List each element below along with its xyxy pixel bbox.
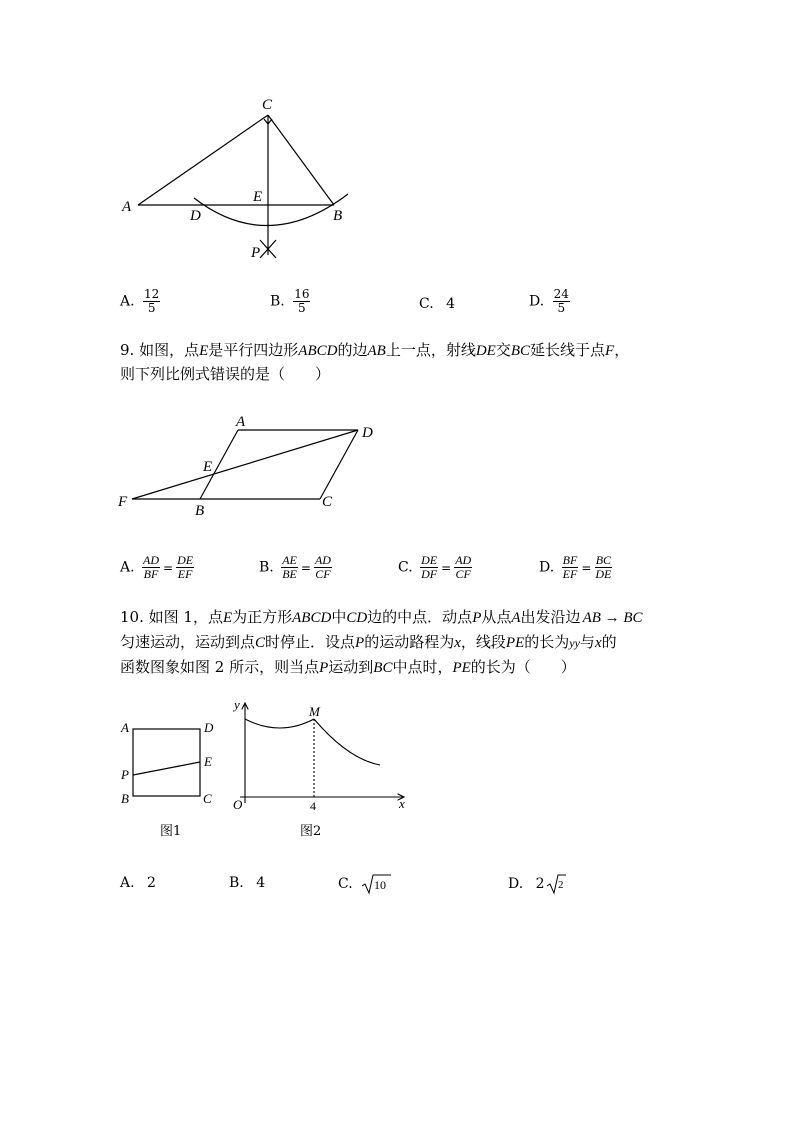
q10-option-c[interactable] (338, 873, 391, 895)
proportion: $\frac{AD}{BF}$ = $\frac{DE}{EF}$ (143, 553, 194, 581)
svg-text:10: 10 (374, 878, 387, 892)
square-root (546, 873, 566, 895)
option-letter: B. (259, 559, 274, 576)
label-m: M (309, 704, 320, 719)
q9-option-d[interactable] (539, 554, 612, 581)
segment-df (132, 430, 358, 499)
proportion: $\frac{AE}{BE}$ = $\frac{AD}{CF}$ (282, 553, 331, 581)
label-b: B (121, 791, 129, 806)
segment-cb (268, 115, 334, 205)
tick-4: 4 (310, 799, 316, 813)
label-e: E (204, 754, 212, 769)
segment-ac (138, 115, 268, 205)
label-c: C (262, 97, 273, 113)
figure-2-caption: 图2 (300, 824, 322, 839)
q10-text-line2: 匀速运动，运动到点C时停止．设点P的运动路程为x，线段PE的长为yy与x的 (120, 633, 617, 651)
option-letter: D. (508, 876, 524, 892)
svg-text:2: 2 (557, 879, 564, 891)
fraction: $\frac{16}{5}$ (294, 287, 310, 315)
option-letter: B. (229, 875, 244, 891)
label-e: E (203, 459, 213, 475)
fraction: $\frac{24}{5}$ (553, 287, 569, 315)
label-p: P (251, 245, 261, 261)
q10-text-line1: 10. 如图 1，点E为正方形ABCD中CD边的中点．动点P从点A出发沿边 AB → BC (120, 608, 643, 626)
fraction: $\frac{12}{5}$ (144, 287, 160, 315)
q10-option-a[interactable] (120, 873, 156, 893)
graph-curve-2 (314, 719, 380, 765)
label-d: D (204, 720, 214, 735)
figure-q10-square (115, 715, 225, 815)
q9-text-line2: 则下列比例式错误的是（ ） (120, 365, 331, 383)
q9-option-a[interactable] (120, 554, 194, 581)
label-p: P (121, 767, 129, 782)
q9-option-c[interactable] (398, 554, 472, 581)
label-f: F (118, 494, 128, 510)
option-letter: A. (120, 875, 135, 891)
option-letter: C. (338, 876, 353, 892)
figure-1-caption: 图1 (160, 824, 182, 839)
option-letter: D. (539, 559, 555, 576)
label-x: x (399, 796, 405, 811)
square-abcd (133, 729, 200, 796)
figure-q10-graph (228, 695, 418, 815)
option-value: 2 (147, 875, 156, 891)
option-letter: A. (120, 559, 135, 576)
label-o: O (233, 797, 243, 812)
label-b: B (195, 503, 205, 519)
option-letter: C. (419, 296, 434, 312)
label-e: E (253, 189, 263, 205)
q8-option-c[interactable] (419, 294, 455, 314)
graph-curve-1 (245, 719, 314, 728)
q10-text-line3: 函数图象如图 2 所示，则当点P运动到BC中点时，PE的长为（ ） (120, 658, 576, 676)
q8-option-d[interactable] (529, 288, 570, 315)
segment-pe (133, 762, 200, 775)
label-c: C (322, 494, 333, 510)
option-letter: D. (529, 293, 545, 310)
label-d: D (362, 425, 373, 441)
label-a: A (122, 199, 132, 215)
option-letter: C. (398, 559, 413, 576)
square-root (361, 873, 391, 895)
figure-q8-triangle (110, 90, 370, 270)
option-letter: B. (270, 293, 285, 310)
label-d: D (190, 208, 201, 224)
label-y: y (234, 697, 240, 712)
option-coef: 2 (535, 876, 545, 892)
label-c: C (203, 791, 212, 806)
q10-option-d[interactable] (508, 873, 566, 895)
q8-option-b[interactable] (270, 288, 310, 315)
proportion: $\frac{BF}{EF}$ = $\frac{BC}{DE}$ (562, 553, 612, 581)
q8-option-a[interactable] (120, 288, 160, 315)
option-value: 4 (256, 875, 266, 891)
label-a: A (121, 720, 129, 735)
q10-option-b[interactable] (229, 873, 265, 893)
q9-option-b[interactable] (259, 554, 332, 581)
proportion: $\frac{DE}{DF}$ = $\frac{AD}{CF}$ (421, 553, 472, 581)
arc-db (194, 194, 348, 226)
label-a: A (236, 414, 246, 430)
label-b: B (333, 208, 343, 224)
q9-text-line1: 9. 如图，点E是平行四边形ABCD的边AB上一点，射线DE交BC延长线于点F， (120, 341, 630, 359)
option-letter: A. (120, 293, 135, 310)
option-value: 4 (446, 296, 456, 312)
figure-q9-parallelogram (110, 410, 400, 520)
